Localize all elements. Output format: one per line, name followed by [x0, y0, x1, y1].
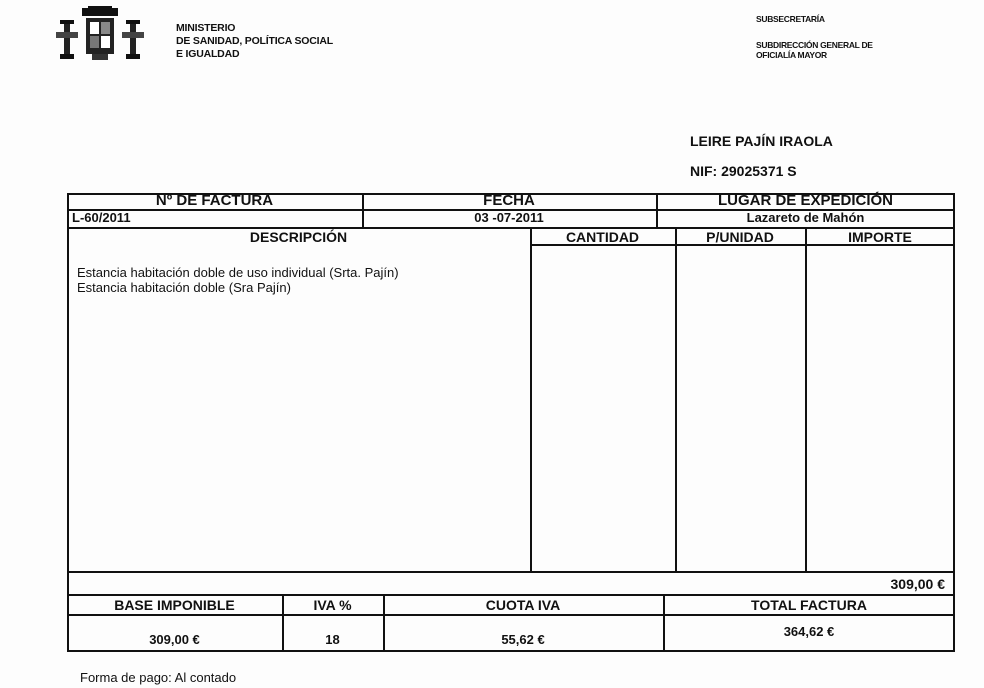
ministry-name: MINISTERIO DE SANIDAD, POLÍTICA SOCIAL E IGUALDAD: [176, 22, 333, 60]
description-header: DESCRIPCIÓN: [249, 229, 348, 245]
divider: [675, 227, 677, 572]
divider: [530, 227, 532, 572]
unit-price-header: P/UNIDAD: [706, 229, 774, 245]
divider: [67, 614, 955, 616]
line-items: [77, 265, 527, 295]
date-header: FECHA: [483, 192, 535, 209]
quantity-header: CANTIDAD: [565, 229, 640, 245]
client-nif: NIF: 29025371 S: [690, 163, 797, 179]
subtotal: 309,00 €: [890, 576, 945, 592]
iva-amount-value: 55,62 €: [501, 632, 545, 647]
list-item: Estancia habitación doble (Sra Pajín): [77, 280, 291, 295]
divider: [805, 227, 807, 572]
base-header: BASE IMPONIBLE: [114, 597, 235, 613]
invoice-number-header: Nº DE FACTURA: [155, 192, 274, 209]
place-header: LUGAR DE EXPEDICIÓN: [717, 192, 894, 209]
iva-amount-header: CUOTA IVA: [485, 597, 561, 613]
invoice-number: L-60/2011: [72, 210, 131, 225]
base-value: 309,00 €: [149, 632, 200, 647]
coat-of-arms-logo: [52, 6, 148, 64]
coat-of-arms-icon: [52, 6, 148, 64]
total-value: 364,62 €: [783, 624, 835, 639]
subsecretaria-label: SUBSECRETARÍA: [756, 14, 825, 24]
iva-pct-header: IVA %: [313, 597, 352, 613]
client-name: LEIRE PAJÍN IRAOLA: [690, 133, 833, 149]
invoice-place: Lazareto de Mahón: [746, 210, 865, 225]
invoice-date: 03 -07-2011: [474, 210, 544, 225]
amount-header: IMPORTE: [848, 229, 912, 245]
payment-method: Forma de pago: Al contado: [80, 670, 237, 685]
divider: [67, 571, 955, 573]
total-header: TOTAL FACTURA: [751, 597, 867, 613]
invoice-table: [67, 193, 955, 596]
list-item: Estancia habitación doble de uso individual (Srta. Pajín): [77, 265, 399, 280]
subdireccion-label: SUBDIRECCIÓN GENERAL DE OFICIALÍA MAYOR: [756, 40, 873, 60]
iva-pct-value: 18: [325, 632, 340, 647]
